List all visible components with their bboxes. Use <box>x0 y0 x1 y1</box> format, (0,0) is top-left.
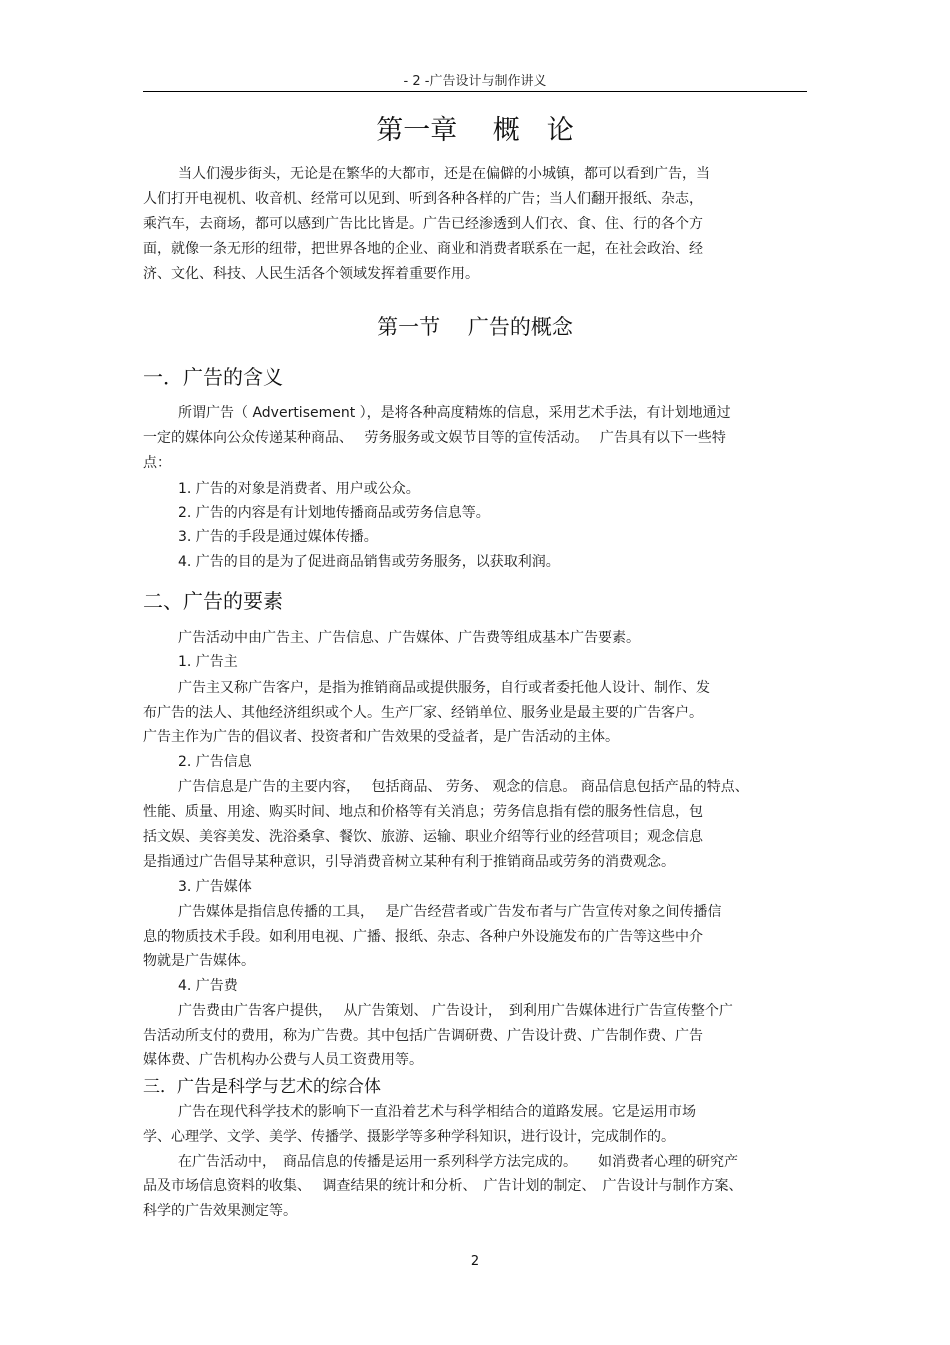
intro-line: 乘汽车，去商场，都可以感到广告比比皆是。广告已经渗透到人们衣、食、住、行的各个方 <box>143 216 703 232</box>
element-text-line: 媒体费、广告机构办公费与人员工资费用等。 <box>143 1052 423 1068</box>
page-number: 2 <box>470 1254 480 1269</box>
list-item: 1. 广告的对象是消费者、用户或公众。 <box>178 481 420 497</box>
part1-para-line: 一定的媒体向公众传递某种商品、 劳务服务或文娱节目等的宣传活动。 广告具有以下一些特 <box>143 430 726 446</box>
intro-line: 济、文化、科技、人民生活各个领域发挥着重要作用。 <box>143 266 479 282</box>
part3-heading: 三．广告是科学与艺术的综合体 <box>143 1077 381 1097</box>
list-item: 2. 广告的内容是有计划地传播商品或劳务信息等。 <box>178 505 490 521</box>
element-text-line: 广告信息是广告的主要内容， 包括商品、 劳务、 观念的信息。 商品信息包括产品的特点、 <box>178 779 749 795</box>
chapter-title: 第一章 概 论 <box>376 115 574 146</box>
element-text-line: 广告费由广告客户提供， 从广告策划、 广告设计， 到利用广告媒体进行广告宣传整个广 <box>178 1003 733 1019</box>
part3-text-line: 品及市场信息资料的收集、 调查结果的统计和分析、 广告计划的制定、 广告设计与制作方案、 <box>143 1178 743 1194</box>
element-title: 3. 广告媒体 <box>178 879 252 895</box>
header-rule <box>143 91 807 92</box>
element-title: 4. 广告费 <box>178 978 238 994</box>
list-item: 3. 广告的手段是通过媒体传播。 <box>178 529 378 545</box>
element-text-line: 告活动所支付的费用，称为广告费。其中包括广告调研费、广告设计费、广告制作费、广告 <box>143 1028 703 1044</box>
element-title: 2. 广告信息 <box>178 754 252 770</box>
intro-line: 当人们漫步街头，无论是在繁华的大都市，还是在偏僻的小城镇，都可以看到广告，当 <box>178 166 710 182</box>
part3-text-line: 在广告活动中， 商品信息的传播是运用一系列科学方法完成的。 如消费者心理的研究产 <box>178 1154 738 1170</box>
part3-text-line: 学、心理学、文学、美学、传播学、摄影学等多种学科知识，进行设计，完成制作的。 <box>143 1129 675 1145</box>
element-text-line: 广告主又称广告客户，是指为推销商品或提供服务，自行或者委托他人设计、制作、发 <box>178 680 710 696</box>
element-title: 1. 广告主 <box>178 654 238 670</box>
intro-line: 人们打开电视机、收音机、经常可以见到、听到各种各样的广告；当人们翻开报纸、杂志， <box>143 191 703 207</box>
part1-para-line: 点： <box>143 455 171 471</box>
element-text-line: 息的物质技术手段。如利用电视、广播、报纸、杂志、各种户外设施发布的广告等这些中介 <box>143 929 703 945</box>
list-item: 4. 广告的目的是为了促进商品销售或劳务服务，以获取利润。 <box>178 554 560 570</box>
element-text-line: 是指通过广告倡导某种意识，引导消费音树立某种有利于推销商品或劳务的消费观念。 <box>143 854 675 870</box>
element-text-line: 括文娱、美容美发、洗浴桑拿、餐饮、旅游、运输、职业介绍等行业的经营项目；观念信息 <box>143 829 703 845</box>
element-text-line: 广告主作为广告的倡议者、投资者和广告效果的受益者，是广告活动的主体。 <box>143 729 619 745</box>
part1-para-line: 所谓广告（ Advertisement ），是将各种高度精炼的信息，采用艺术手法，有计划地通过 <box>178 405 731 421</box>
part1-heading: 一．广告的含义 <box>143 365 283 389</box>
element-text-line: 物就是广告媒体。 <box>143 953 255 969</box>
running-header: - 2 -广告设计与制作讲义 <box>403 74 547 89</box>
part3-text-line: 科学的广告效果测定等。 <box>143 1203 297 1219</box>
part2-intro: 广告活动中由广告主、广告信息、广告媒体、广告费等组成基本广告要素。 <box>178 630 640 646</box>
section-title: 第一节 广告的概念 <box>377 315 573 339</box>
element-text-line: 广告媒体是指信息传播的工具， 是广告经营者或广告发布者与广告宣传对象之间传播信 <box>178 904 722 920</box>
element-text-line: 布广告的法人、其他经济组织或个人。生产厂家、经销单位、服务业是最主要的广告客户。 <box>143 705 703 721</box>
element-text-line: 性能、质量、用途、购买时间、地点和价格等有关消息；劳务信息指有偿的服务性信息，包 <box>143 804 703 820</box>
intro-line: 面，就像一条无形的纽带，把世界各地的企业、商业和消费者联系在一起，在社会政治、经 <box>143 241 703 257</box>
part2-heading: 二、广告的要素 <box>143 589 283 613</box>
part3-text-line: 广告在现代科学技术的影响下一直沿着艺术与科学相结合的道路发展。它是运用市场 <box>178 1104 696 1120</box>
